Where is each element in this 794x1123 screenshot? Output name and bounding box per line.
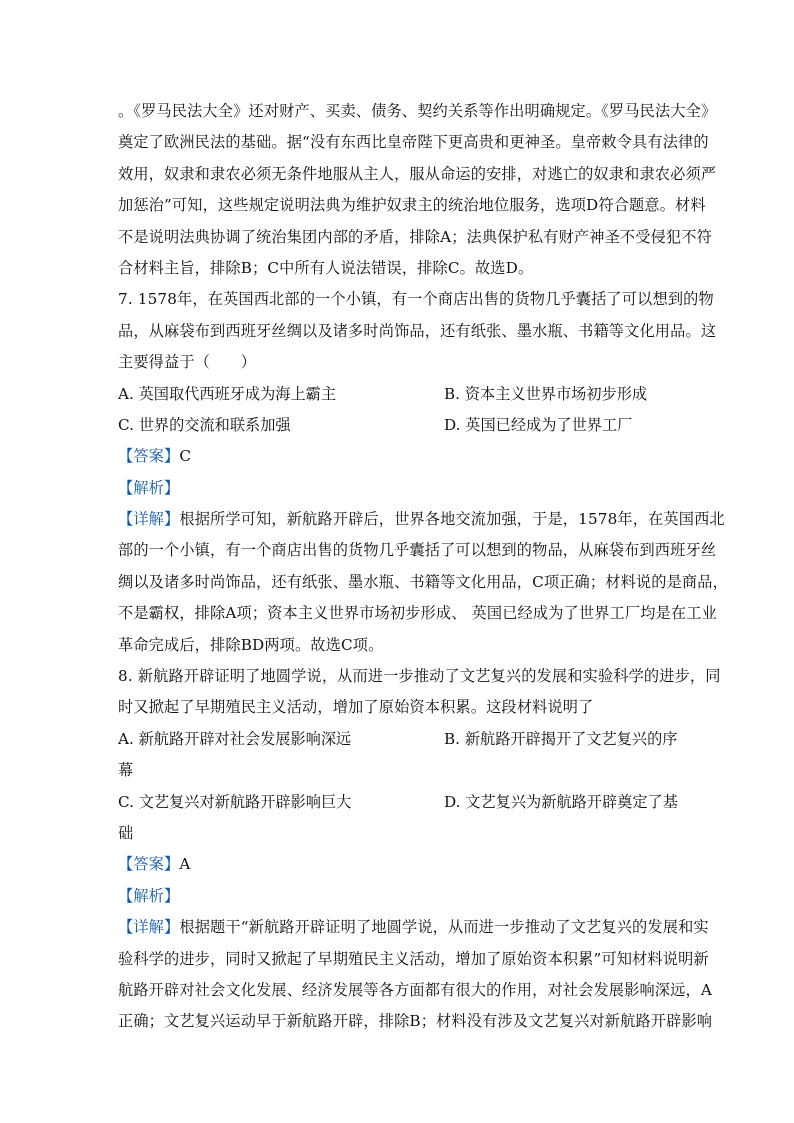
options-row bbox=[118, 787, 678, 818]
analysis-tag: 【解析】 bbox=[118, 478, 180, 497]
answer-value: A bbox=[179, 855, 191, 874]
analysis-line bbox=[118, 473, 678, 504]
answer-tag: 【答案】 bbox=[118, 447, 180, 466]
detail-tag: 【详解】 bbox=[118, 918, 180, 937]
detail-line: 验科学的进步，同时又掀起了早期殖民主义活动，增加了原始资本积累”可知材料说明新 bbox=[118, 949, 709, 968]
document-body bbox=[118, 96, 728, 1038]
detail-text: 根据所学可知，新航路开辟后，世界各地交流加强，于是，1578年，在英国西北 bbox=[179, 510, 725, 529]
text-line: 。《罗马民法大全》还对财产、买卖、债务、契约关系等作出明确规定。《罗马民法大全》 bbox=[118, 102, 717, 120]
question-8 bbox=[118, 661, 721, 1038]
detail-text: 根据题干“新航路开辟证明了地圆学说，从而进一步推动了文艺复兴的发展和实 bbox=[179, 918, 709, 937]
question-stem: 8. 新航路开辟证明了地圆学说，从而进一步推动了文艺复兴的发展和实验科学的进步，同 bbox=[118, 667, 721, 686]
analysis-tag: 【解析】 bbox=[118, 886, 180, 905]
options-row bbox=[118, 379, 678, 410]
detail-tag: 【详解】 bbox=[118, 510, 180, 529]
detail-line: 正确；文艺复兴运动早于新航路开辟，排除B；材料没有涉及文艺复兴对新航路开辟影响 bbox=[118, 1012, 713, 1031]
option-d-continuation: 础 bbox=[118, 823, 134, 842]
option-c: C. 世界的交流和联系加强 bbox=[118, 415, 291, 434]
option-b-continuation: 幕 bbox=[118, 761, 134, 780]
option-d: D. 文艺复兴为新航路开辟奠定了基 bbox=[444, 792, 678, 811]
option-c: C. 文艺复兴对新航路开辟影响巨大 bbox=[118, 792, 352, 811]
question-stem: 主要得益于（ ） bbox=[118, 353, 257, 372]
option-a: A. 英国取代西班牙成为海上霸主 bbox=[118, 384, 337, 403]
question-stem: 7. 1578年，在英国西北部的一个小镇，有一个商店出售的货物几乎囊括了可以想到的物 bbox=[118, 290, 714, 309]
detail-line bbox=[118, 912, 709, 943]
detail-line: 绸以及诸多时尚饰品，还有纸张、墨水瓶、书籍等文化用品，C项正确；材料说的是商品， bbox=[118, 572, 728, 591]
option-b: B. 新航路开辟揭开了文艺复兴的序 bbox=[444, 729, 678, 748]
detail-line: 部的一个小镇，有一个商店出售的货物几乎囊括了可以想到的物品，从麻袋布到西班牙丝 bbox=[118, 541, 717, 560]
options-row bbox=[118, 724, 678, 755]
text-line: 效用，奴隶和隶农必须无条件地服从主人，服从命运的安排，对逃亡的奴隶和隶农必须严 bbox=[118, 164, 717, 183]
text-line: 加惩治”可知，这些规定说明法典为维护奴隶主的统治地位服务，选项D符合题意。材料 bbox=[118, 196, 706, 215]
option-b: B. 资本主义世界市场初步形成 bbox=[444, 384, 648, 403]
question-stem: 品，从麻袋布到西班牙丝绸以及诸多时尚饰品，还有纸张、墨水瓶、书籍等文化用品。这 bbox=[118, 321, 717, 340]
answer-line bbox=[118, 849, 678, 880]
analysis-line bbox=[118, 881, 678, 912]
detail-line: 航路开辟对社会文化发展、经济发展等各方面都有很大的作用，对社会发展影响深远，A bbox=[118, 980, 712, 999]
answer-tag: 【答案】 bbox=[118, 855, 180, 874]
question-stem: 时又掀起了早期殖民主义活动，增加了原始资本积累。这段材料说明了 bbox=[118, 698, 594, 717]
text-line: 奠定了欧洲民法的基础。据“没有东西比皇帝陛下更高贵和更神圣。皇帝敕令具有法律的 bbox=[118, 133, 709, 152]
previous-answer-explanation bbox=[118, 96, 717, 284]
options-row bbox=[118, 410, 678, 441]
question-7 bbox=[118, 284, 728, 661]
text-line: 不是说明法典协调了统治集团内部的矛盾，排除A；法典保护私有财产神圣不受侵犯不符 bbox=[118, 227, 712, 246]
detail-line bbox=[118, 504, 725, 535]
option-d: D. 英国已经成为了世界工厂 bbox=[444, 415, 633, 434]
detail-line: 革命完成后，排除BD两项。故选C项。 bbox=[118, 635, 384, 654]
answer-line bbox=[118, 441, 678, 472]
option-a: A. 新航路开辟对社会发展影响深远 bbox=[118, 729, 352, 748]
text-line: 合材料主旨，排除B；C中所有人说法错误，排除C。故选D。 bbox=[118, 258, 534, 277]
answer-value: C bbox=[179, 447, 192, 466]
detail-line: 不是霸权，排除A项；资本主义世界市场初步形成、 英国已经成为了世界工厂均是在工业 bbox=[118, 604, 717, 623]
